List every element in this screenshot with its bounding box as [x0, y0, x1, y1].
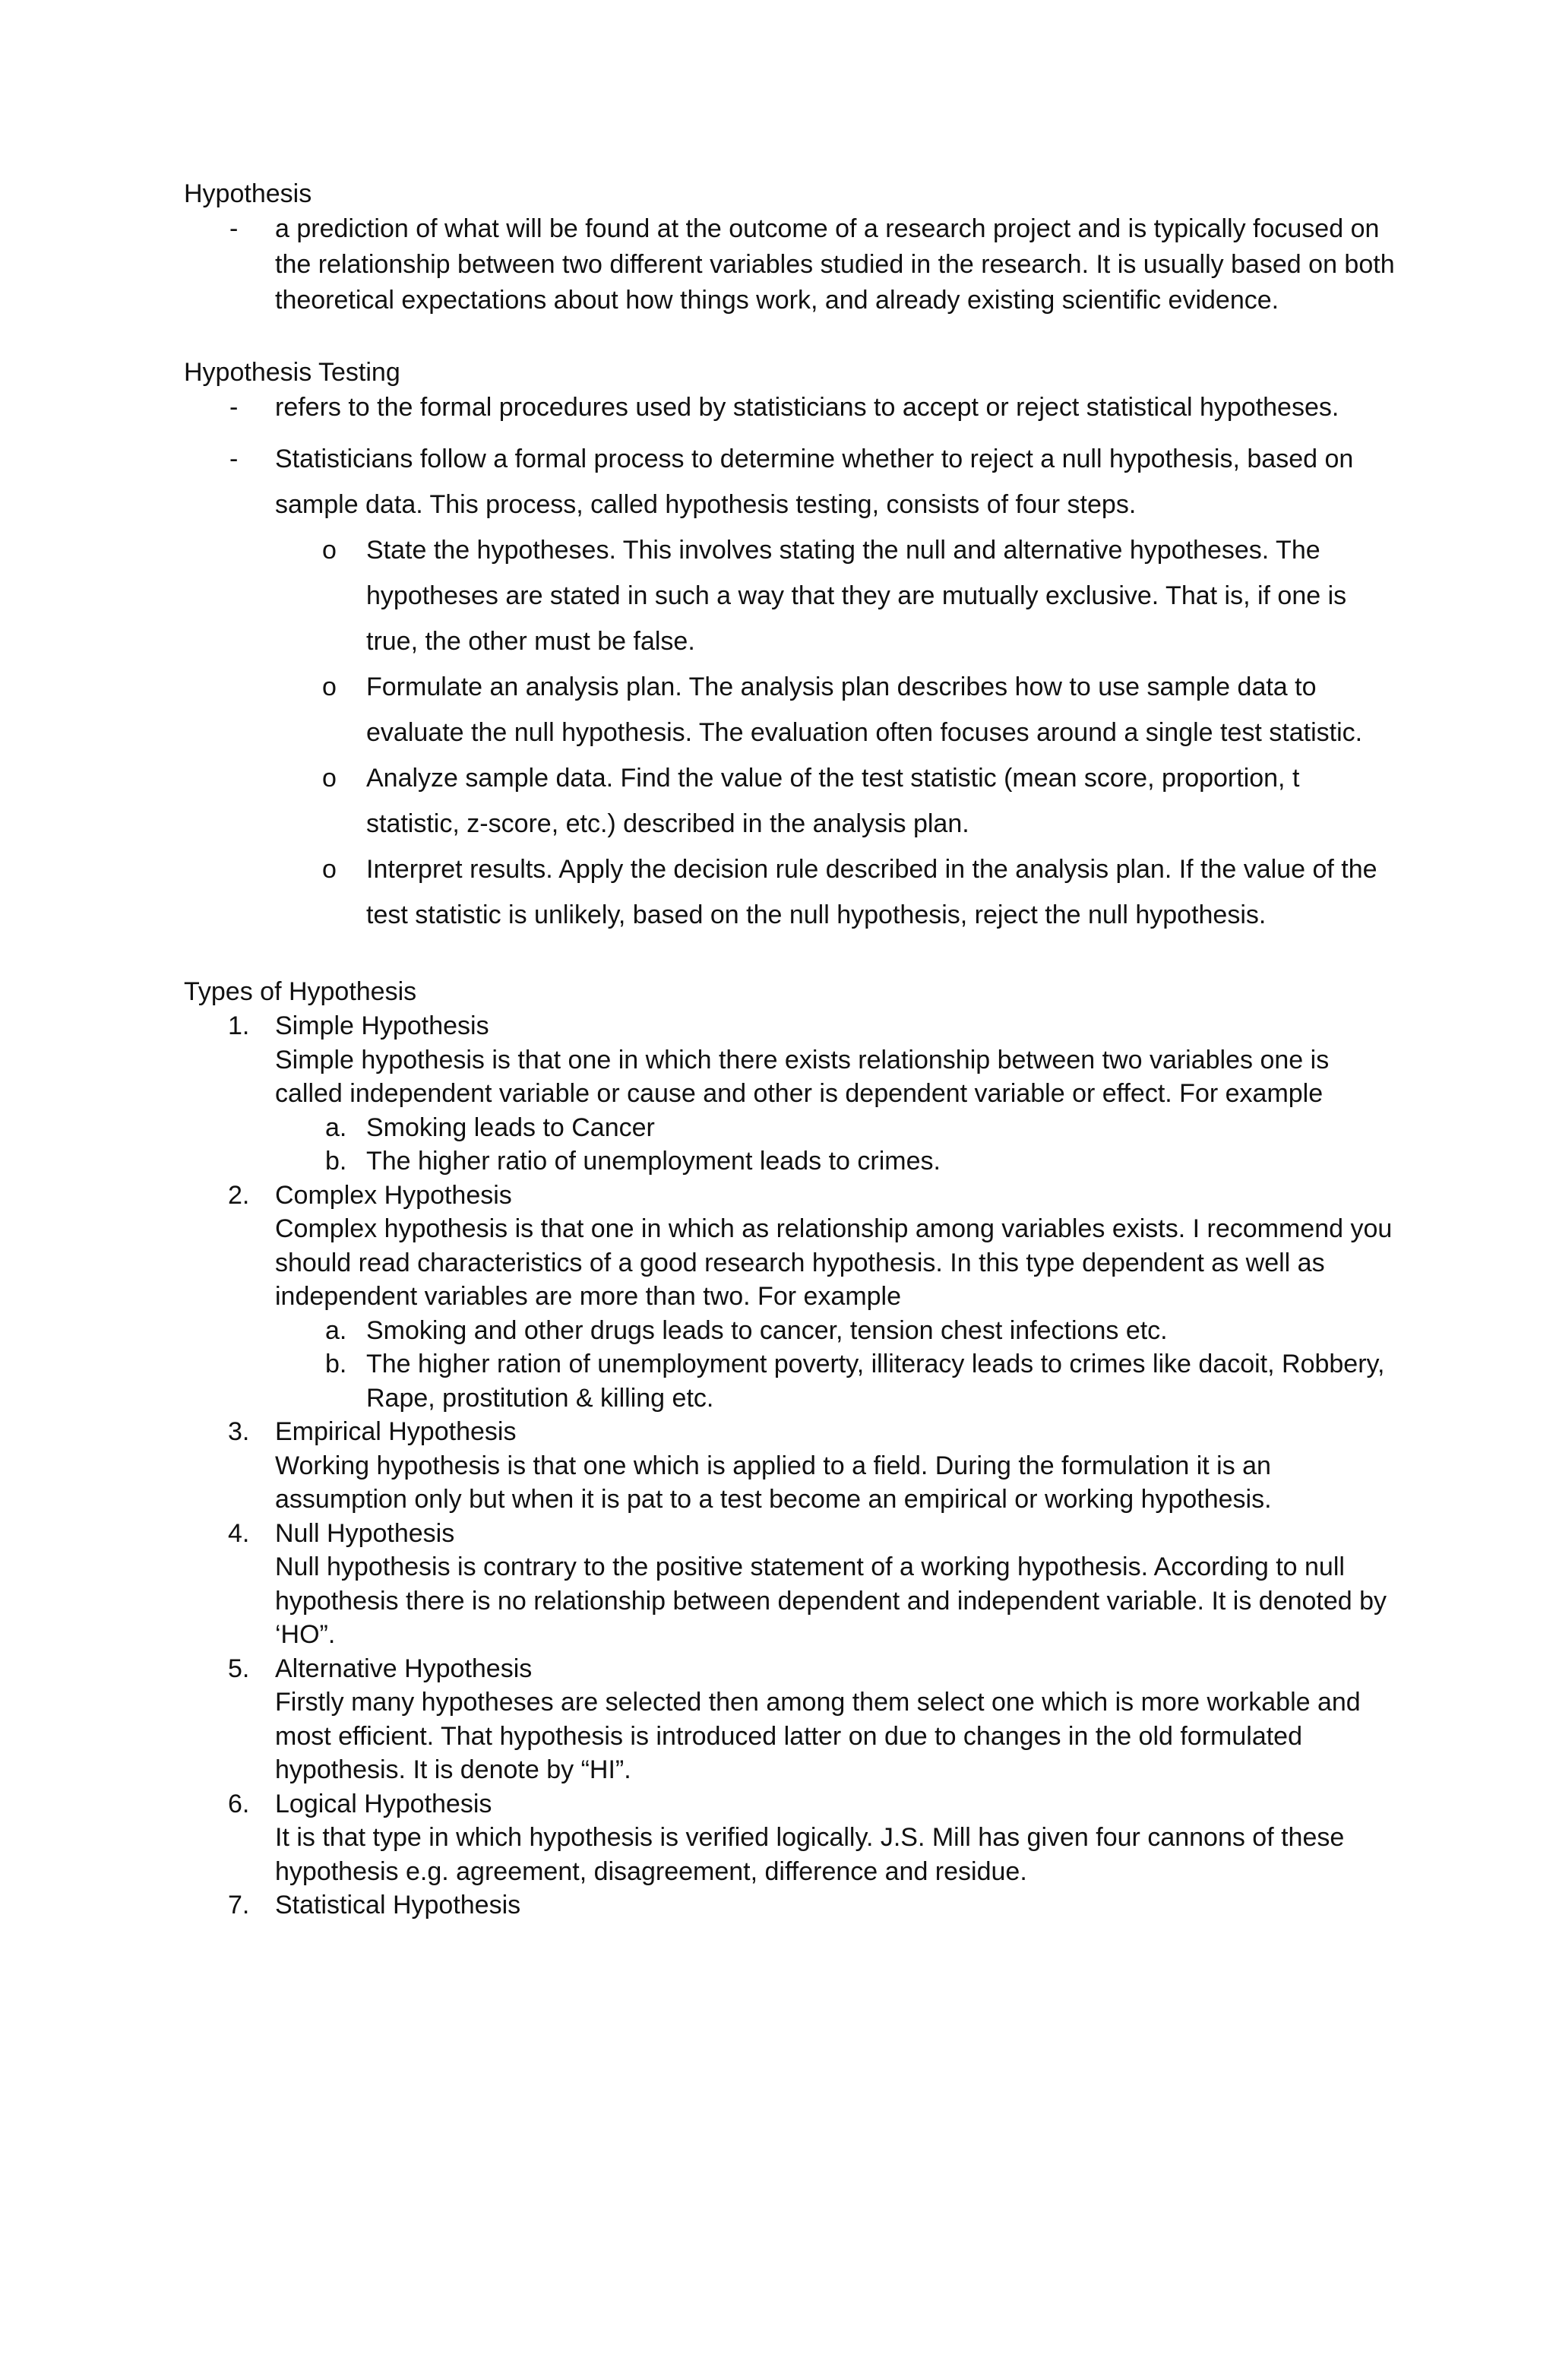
- dash-bullet: -: [229, 445, 239, 473]
- testing-step-2: [184, 664, 1399, 755]
- circle-bullet: o: [322, 855, 337, 884]
- hypothesis-definition-item: [184, 211, 1399, 318]
- type-name: Logical Hypothesis: [275, 1789, 492, 1818]
- type-item-empirical: [184, 1415, 1399, 1517]
- testing-step-text: Formulate an analysis plan. The analysis plan describes how to use sample data to evaluate the null hypothesis. The evaluation often focuses around a single test statistic.: [366, 673, 1363, 747]
- list-number: 1.: [228, 1011, 250, 1040]
- list-number: 5.: [228, 1654, 250, 1683]
- example-text: Smoking and other drugs leads to cancer, tension chest infections etc.: [366, 1315, 1168, 1345]
- list-number: 3.: [228, 1417, 250, 1446]
- list-number: 7.: [228, 1891, 250, 1920]
- example-item: [184, 1347, 1399, 1415]
- example-item: [184, 1111, 1399, 1145]
- type-description: Simple hypothesis is that one in which there exists relationship between two variables one is called independent variable or cause and other is dependent variable or effect. For example: [275, 1045, 1330, 1108]
- heading-hypothesis: Hypothesis: [184, 179, 312, 208]
- hypothesis-definition: a prediction of what will be found at the outcome of a research project and is typically focused on the relationship between two different variables studied in the research. It is usually based on both theoretical expectations about how things work, and already existing scientific evidence.: [275, 214, 1395, 315]
- list-number: 4.: [228, 1518, 250, 1548]
- type-item-logical: [184, 1787, 1399, 1889]
- type-name: Alternative Hypothesis: [275, 1654, 533, 1683]
- heading-hypothesis-testing: Hypothesis Testing: [184, 358, 400, 387]
- type-item-alternative: [184, 1652, 1399, 1787]
- type-item-statistical: [184, 1888, 1399, 1923]
- testing-item-1: [184, 390, 1399, 426]
- list-letter: b.: [325, 1147, 347, 1176]
- list-letter: a.: [325, 1315, 347, 1345]
- example-item: [184, 1314, 1399, 1348]
- example-item: [184, 1144, 1399, 1179]
- example-text: The higher ratio of unemployment leads to crimes.: [366, 1147, 941, 1176]
- type-name: Complex Hypothesis: [275, 1180, 512, 1210]
- example-text: The higher ration of unemployment poverty, illiteracy leads to crimes like dacoit, Robbery, Rape, prostitution & killing etc.: [366, 1350, 1385, 1413]
- list-number: 2.: [228, 1180, 250, 1210]
- list-letter: b.: [325, 1350, 347, 1378]
- type-description: Complex hypothesis is that one in which as relationship among variables exists. I recommend you should read characteristics of a good research hypothesis. In this type dependent as well as independent variables are more than two. For example: [275, 1214, 1393, 1311]
- circle-bullet: o: [322, 764, 337, 793]
- type-name: Null Hypothesis: [275, 1518, 455, 1548]
- type-name: Empirical Hypothesis: [275, 1417, 517, 1446]
- testing-step-4: [184, 847, 1399, 938]
- type-description: Working hypothesis is that one which is applied to a field. During the formulation it is an assumption only but when it is pat to a test become an empirical or working hypothesis.: [275, 1451, 1272, 1514]
- dash-bullet: -: [229, 214, 239, 243]
- type-description: Null hypothesis is contrary to the positive statement of a working hypothesis. According to null hypothesis there is no relationship between dependent and independent variable. It is denoted by ‘HO”.: [275, 1552, 1387, 1649]
- example-text: Smoking leads to Cancer: [366, 1112, 655, 1142]
- type-item-complex: [184, 1179, 1399, 1314]
- circle-bullet: o: [322, 536, 337, 565]
- testing-item-text: Statisticians follow a formal process to determine whether to reject a null hypothesis, based on sample data. This process, called hypothesis testing, consists of four steps.: [275, 445, 1354, 519]
- testing-step-text: Interpret results. Apply the decision rule described in the analysis plan. If the value of the test statistic is unlikely, based on the null hypothesis, reject the null hypothesis.: [366, 855, 1377, 929]
- list-number: 6.: [228, 1789, 250, 1818]
- type-item-null: [184, 1517, 1399, 1652]
- list-letter: a.: [325, 1112, 347, 1142]
- type-name: Statistical Hypothesis: [275, 1891, 521, 1920]
- testing-item-text: refers to the formal procedures used by statisticians to accept or reject statistical hypotheses.: [275, 393, 1339, 422]
- testing-item-2: [184, 436, 1399, 527]
- testing-step-text: Analyze sample data. Find the value of the test statistic (mean score, proportion, t statistic, z-score, etc.) described in the analysis plan.: [366, 764, 1300, 838]
- dash-bullet: -: [229, 393, 239, 422]
- heading-types-of-hypothesis: Types of Hypothesis: [184, 977, 417, 1006]
- testing-step-1: [184, 527, 1399, 664]
- type-description: Firstly many hypotheses are selected then among them select one which is more workable and most efficient. That hypothesis is introduced latter on due to changes in the old formulated hypothesis. It is denote by “HI”.: [275, 1688, 1361, 1784]
- type-description: It is that type in which hypothesis is verified logically. J.S. Mill has given four cannons of these hypothesis e.g. agreement, disagreement, difference and residue.: [275, 1823, 1345, 1886]
- testing-step-text: State the hypotheses. This involves stating the null and alternative hypotheses. The hypotheses are stated in such a way that they are mutually exclusive. That is, if one is true, the other must be false.: [366, 536, 1347, 656]
- type-name: Simple Hypothesis: [275, 1011, 489, 1040]
- circle-bullet: o: [322, 673, 337, 701]
- testing-step-3: [184, 755, 1399, 847]
- document-body: [184, 176, 1399, 1923]
- type-item-simple: [184, 1009, 1399, 1111]
